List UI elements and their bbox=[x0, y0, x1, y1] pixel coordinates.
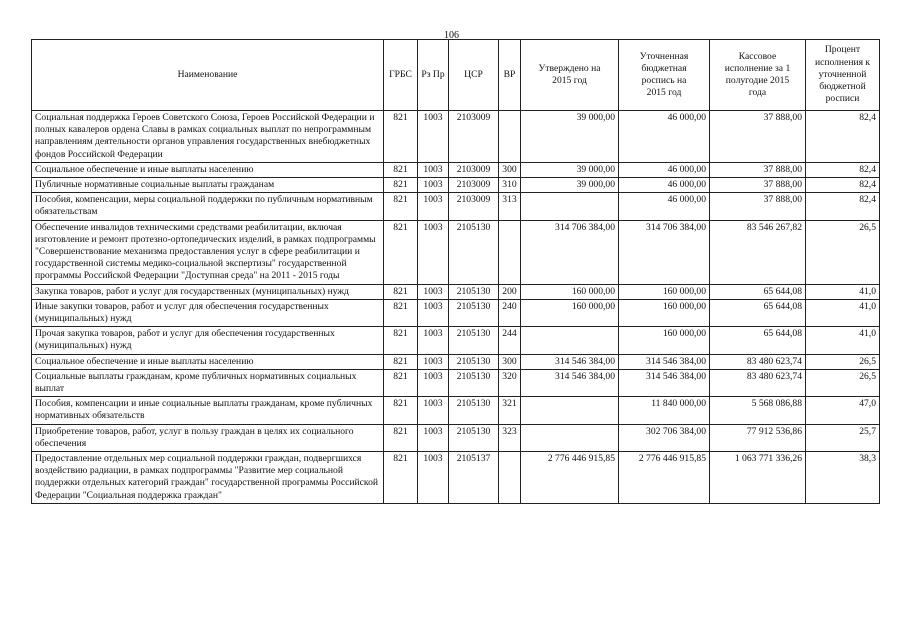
cell-csr: 2105130 bbox=[449, 327, 499, 354]
cell-refined: 160 000,00 bbox=[619, 327, 710, 354]
cell-percent: 82,4 bbox=[806, 111, 880, 163]
cell-name: Социальное обеспечение и иные выплаты населению bbox=[32, 162, 384, 177]
cell-approved: 314 546 384,00 bbox=[521, 354, 619, 369]
cell-cash: 77 912 536,86 bbox=[710, 424, 806, 451]
cell-csr: 2105130 bbox=[449, 369, 499, 396]
cell-grbs: 821 bbox=[384, 162, 418, 177]
cell-vr: 320 bbox=[499, 369, 521, 396]
cell-grbs: 821 bbox=[384, 299, 418, 326]
cell-cash: 83 480 623,74 bbox=[710, 354, 806, 369]
cell-refined: 46 000,00 bbox=[619, 111, 710, 163]
header-percent: Процент исполнения к уточненной бюджетной росписи bbox=[806, 40, 880, 111]
budget-table bbox=[31, 39, 880, 504]
table-row bbox=[32, 178, 880, 193]
cell-csr: 2103009 bbox=[449, 111, 499, 163]
header-approved: Утверждено на 2015 год bbox=[521, 40, 619, 111]
cell-grbs: 821 bbox=[384, 327, 418, 354]
cell-percent: 26,5 bbox=[806, 354, 880, 369]
cell-percent: 41,0 bbox=[806, 284, 880, 299]
cell-rzpr: 1003 bbox=[418, 284, 449, 299]
cell-vr bbox=[499, 111, 521, 163]
cell-vr: 323 bbox=[499, 424, 521, 451]
page-number: 106 bbox=[444, 30, 459, 41]
cell-percent: 26,5 bbox=[806, 369, 880, 396]
table-row bbox=[32, 299, 880, 326]
cell-grbs: 821 bbox=[384, 354, 418, 369]
cell-percent: 82,4 bbox=[806, 162, 880, 177]
cell-rzpr: 1003 bbox=[418, 424, 449, 451]
cell-approved bbox=[521, 424, 619, 451]
cell-refined: 160 000,00 bbox=[619, 284, 710, 299]
cell-rzpr: 1003 bbox=[418, 178, 449, 193]
cell-cash: 65 644,08 bbox=[710, 299, 806, 326]
cell-percent: 82,4 bbox=[806, 178, 880, 193]
cell-rzpr: 1003 bbox=[418, 369, 449, 396]
cell-cash: 1 063 771 336,26 bbox=[710, 452, 806, 504]
cell-rzpr: 1003 bbox=[418, 220, 449, 284]
table-row bbox=[32, 162, 880, 177]
cell-cash: 65 644,08 bbox=[710, 284, 806, 299]
cell-approved: 160 000,00 bbox=[521, 284, 619, 299]
cell-grbs: 821 bbox=[384, 178, 418, 193]
cell-cash: 37 888,00 bbox=[710, 162, 806, 177]
cell-approved: 314 546 384,00 bbox=[521, 369, 619, 396]
cell-grbs: 821 bbox=[384, 397, 418, 424]
cell-rzpr: 1003 bbox=[418, 162, 449, 177]
table-row bbox=[32, 397, 880, 424]
header-refined: Уточненная бюджетная роспись на 2015 год bbox=[619, 40, 710, 111]
cell-approved: 39 000,00 bbox=[521, 111, 619, 163]
cell-percent: 41,0 bbox=[806, 327, 880, 354]
header-row bbox=[32, 40, 880, 111]
cell-rzpr: 1003 bbox=[418, 354, 449, 369]
cell-grbs: 821 bbox=[384, 111, 418, 163]
cell-grbs: 821 bbox=[384, 369, 418, 396]
cell-vr: 321 bbox=[499, 397, 521, 424]
cell-vr: 310 bbox=[499, 178, 521, 193]
table-row bbox=[32, 111, 880, 163]
cell-csr: 2103009 bbox=[449, 193, 499, 220]
cell-grbs: 821 bbox=[384, 424, 418, 451]
cell-name: Предоставление отдельных мер социальной поддержки граждан, подвергшихся воздействию радиации, в рамках подпрограммы "Развитие мер социальной поддержки отдельных категорий граждан" государственной программы Российской Федерации "Социальная поддержка граждан" bbox=[32, 452, 384, 504]
cell-grbs: 821 bbox=[384, 193, 418, 220]
cell-csr: 2105130 bbox=[449, 424, 499, 451]
cell-cash: 37 888,00 bbox=[710, 111, 806, 163]
cell-cash: 37 888,00 bbox=[710, 193, 806, 220]
cell-rzpr: 1003 bbox=[418, 111, 449, 163]
cell-refined: 160 000,00 bbox=[619, 299, 710, 326]
cell-vr: 200 bbox=[499, 284, 521, 299]
cell-rzpr: 1003 bbox=[418, 193, 449, 220]
cell-grbs: 821 bbox=[384, 220, 418, 284]
cell-refined: 46 000,00 bbox=[619, 193, 710, 220]
cell-approved: 39 000,00 bbox=[521, 162, 619, 177]
cell-percent: 25,7 bbox=[806, 424, 880, 451]
cell-name: Обеспечение инвалидов техническими средствами реабилитации, включая изготовление и ремонт протезно-ортопедических изделий, в рамках подпрограммы "Совершенствование механизма предоставления услуг в сфере реабилитации и государственной системы медико-социальной экспертизы" государственной программы Российской Федерации "Доступная среда" на 2011 - 2015 годы bbox=[32, 220, 384, 284]
cell-name: Пособия, компенсации, меры социальной поддержки по публичным нормативным обязательствам bbox=[32, 193, 384, 220]
table-row bbox=[32, 193, 880, 220]
cell-refined: 11 840 000,00 bbox=[619, 397, 710, 424]
cell-percent: 82,4 bbox=[806, 193, 880, 220]
cell-refined: 314 546 384,00 bbox=[619, 369, 710, 396]
table-row bbox=[32, 369, 880, 396]
cell-vr: 313 bbox=[499, 193, 521, 220]
cell-csr: 2105130 bbox=[449, 354, 499, 369]
cell-cash: 5 568 086,88 bbox=[710, 397, 806, 424]
cell-cash: 83 480 623,74 bbox=[710, 369, 806, 396]
cell-refined: 46 000,00 bbox=[619, 178, 710, 193]
cell-vr: 244 bbox=[499, 327, 521, 354]
cell-vr bbox=[499, 452, 521, 504]
cell-rzpr: 1003 bbox=[418, 327, 449, 354]
table-row bbox=[32, 220, 880, 284]
cell-name: Пособия, компенсации и иные социальные выплаты гражданам, кроме публичных нормативных обязательств bbox=[32, 397, 384, 424]
table-row bbox=[32, 452, 880, 504]
table-row bbox=[32, 354, 880, 369]
cell-approved: 39 000,00 bbox=[521, 178, 619, 193]
cell-approved: 314 706 384,00 bbox=[521, 220, 619, 284]
cell-vr bbox=[499, 220, 521, 284]
cell-cash: 37 888,00 bbox=[710, 178, 806, 193]
cell-approved: 2 776 446 915,85 bbox=[521, 452, 619, 504]
cell-name: Закупка товаров, работ и услуг для государственных (муниципальных) нужд bbox=[32, 284, 384, 299]
cell-refined: 46 000,00 bbox=[619, 162, 710, 177]
header-csr: ЦСР bbox=[449, 40, 499, 111]
cell-vr: 300 bbox=[499, 162, 521, 177]
cell-refined: 314 706 384,00 bbox=[619, 220, 710, 284]
cell-csr: 2105130 bbox=[449, 220, 499, 284]
header-grbs: ГРБС bbox=[384, 40, 418, 111]
cell-name: Социальные выплаты гражданам, кроме публичных нормативных социальных выплат bbox=[32, 369, 384, 396]
cell-percent: 41,0 bbox=[806, 299, 880, 326]
table-body bbox=[32, 111, 880, 504]
cell-name: Прочая закупка товаров, работ и услуг для обеспечения государственных (муниципальных) нужд bbox=[32, 327, 384, 354]
cell-name: Публичные нормативные социальные выплаты гражданам bbox=[32, 178, 384, 193]
header-name: Наименование bbox=[32, 40, 384, 111]
cell-grbs: 821 bbox=[384, 452, 418, 504]
cell-csr: 2105130 bbox=[449, 397, 499, 424]
header-cash: Кассовое исполнение за 1 полугодие 2015 года bbox=[710, 40, 806, 111]
header-rzpr: Рз Пр bbox=[418, 40, 449, 111]
cell-name: Социальная поддержка Героев Советского Союза, Героев Российской Федерации и полных кавалеров ордена Славы в рамках социальных выплат по непрограммным направлениям деятельности органов управления государственных внебюджетных фондов Российской Федерации bbox=[32, 111, 384, 163]
cell-percent: 38,3 bbox=[806, 452, 880, 504]
table-row bbox=[32, 327, 880, 354]
cell-csr: 2103009 bbox=[449, 178, 499, 193]
cell-approved bbox=[521, 327, 619, 354]
cell-grbs: 821 bbox=[384, 284, 418, 299]
cell-refined: 314 546 384,00 bbox=[619, 354, 710, 369]
cell-vr: 300 bbox=[499, 354, 521, 369]
cell-rzpr: 1003 bbox=[418, 299, 449, 326]
cell-cash: 83 546 267,82 bbox=[710, 220, 806, 284]
table-row bbox=[32, 424, 880, 451]
cell-percent: 26,5 bbox=[806, 220, 880, 284]
cell-rzpr: 1003 bbox=[418, 452, 449, 504]
cell-csr: 2105130 bbox=[449, 299, 499, 326]
cell-csr: 2103009 bbox=[449, 162, 499, 177]
cell-refined: 302 706 384,00 bbox=[619, 424, 710, 451]
cell-approved bbox=[521, 193, 619, 220]
cell-percent: 47,0 bbox=[806, 397, 880, 424]
cell-rzpr: 1003 bbox=[418, 397, 449, 424]
header-vr: ВР bbox=[499, 40, 521, 111]
cell-approved bbox=[521, 397, 619, 424]
cell-csr: 2105130 bbox=[449, 284, 499, 299]
cell-refined: 2 776 446 915,85 bbox=[619, 452, 710, 504]
cell-name: Иные закупки товаров, работ и услуг для обеспечения государственных (муниципальных) нужд bbox=[32, 299, 384, 326]
cell-name: Приобретение товаров, работ, услуг в пользу граждан в целях их социального обеспечения bbox=[32, 424, 384, 451]
table-row bbox=[32, 284, 880, 299]
cell-cash: 65 644,08 bbox=[710, 327, 806, 354]
cell-name: Социальное обеспечение и иные выплаты населению bbox=[32, 354, 384, 369]
cell-approved: 160 000,00 bbox=[521, 299, 619, 326]
cell-vr: 240 bbox=[499, 299, 521, 326]
cell-csr: 2105137 bbox=[449, 452, 499, 504]
